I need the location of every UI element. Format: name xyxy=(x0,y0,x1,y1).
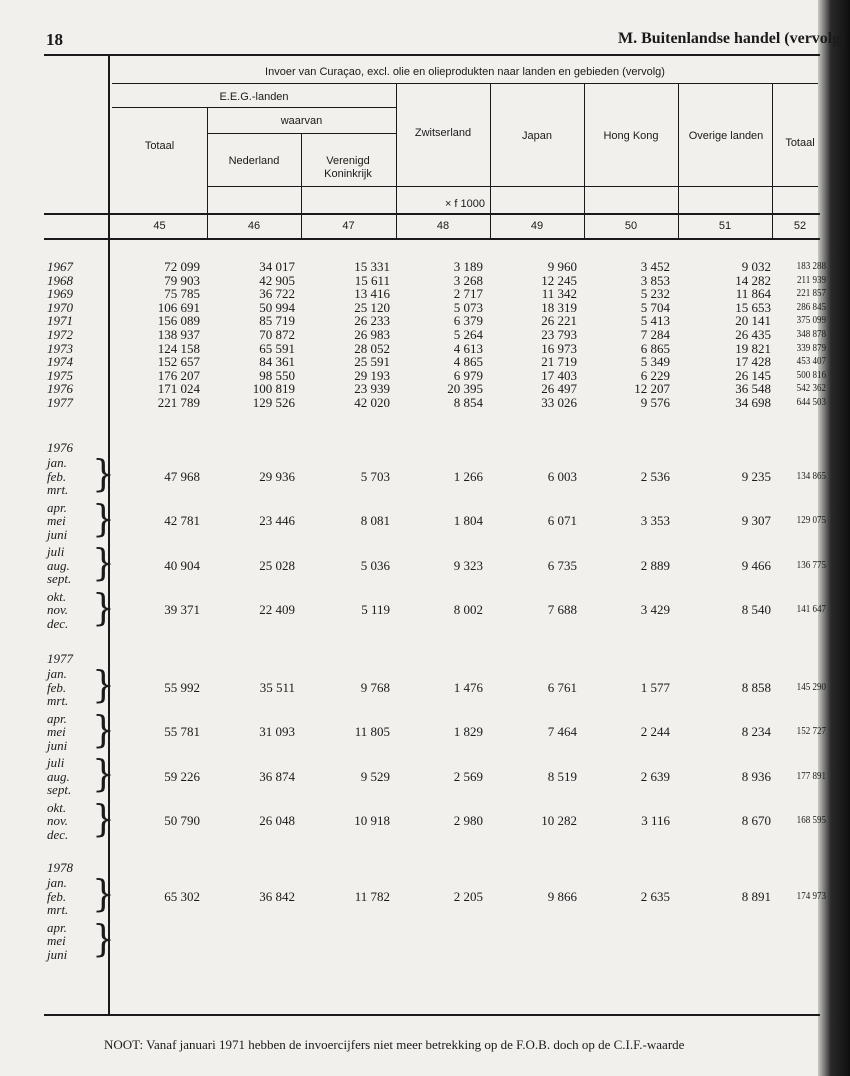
quarter-1976-1-col-45: 47 968 xyxy=(164,468,200,484)
page-number: 18 xyxy=(46,30,63,49)
page-edge-shadow xyxy=(818,0,850,1076)
quarter-1976-4-col-48: 8 002 xyxy=(453,602,483,617)
row-1977-col-45: 221 789 xyxy=(157,395,200,410)
row-1973-col-47: 28 052 xyxy=(354,340,390,356)
row-1977-col-47: 42 020 xyxy=(354,395,390,410)
quarter-1977-4-col-51: 8 670 xyxy=(741,813,771,828)
row-1975-col-46: 98 550 xyxy=(259,367,295,383)
row-1967-col-49: 9 960 xyxy=(547,259,577,274)
row-1975-col-48: 6 979 xyxy=(453,367,483,383)
quarter-1976-3-col-48: 9 323 xyxy=(453,557,483,573)
quarter-1977-2-col-45: 55 781 xyxy=(164,724,200,739)
row-1974-col-51: 17 428 xyxy=(735,354,771,370)
quarter-1977-1-col-47: 9 768 xyxy=(360,679,390,695)
row-1968-col-52: 211 939 xyxy=(797,273,826,286)
column-number-50: 50 xyxy=(624,220,638,232)
row-1969-col-45: 75 785 xyxy=(164,286,200,302)
row-1971-col-51: 20 141 xyxy=(735,313,771,329)
column-header-8: Totaal xyxy=(785,137,815,149)
row-1973-col-52: 339 879 xyxy=(796,341,826,354)
quarter-1978-1-col-47: 11 782 xyxy=(354,888,390,904)
quarter-1977-3-col-51: 8 936 xyxy=(741,768,771,784)
quarter-1977-1-col-46: 35 511 xyxy=(259,679,295,695)
row-1973-col-51: 19 821 xyxy=(735,340,771,356)
quarter-1976-1-col-48: 1 266 xyxy=(453,468,483,484)
year-label-1973: 1973 xyxy=(47,340,73,356)
quarter-1977-4-col-50: 3 116 xyxy=(641,813,670,828)
row-1969-col-48: 2 717 xyxy=(453,286,483,302)
quarter-1977-2-col-47: 11 805 xyxy=(354,724,390,739)
month-label: mei xyxy=(47,513,66,528)
quarter-1977-1-col-45: 55 992 xyxy=(164,679,200,695)
quarter-1976-4-col-50: 3 429 xyxy=(640,602,670,617)
row-1969-col-50: 5 232 xyxy=(640,286,670,302)
quarter-1977-2-col-48: 1 829 xyxy=(453,724,483,739)
quarter-brace: } xyxy=(92,797,115,841)
month-label: dec. xyxy=(47,615,69,631)
row-1971-col-47: 26 233 xyxy=(354,313,390,329)
col-divider-4 xyxy=(490,83,491,238)
column-number-52: 52 xyxy=(793,220,807,232)
row-1974-col-47: 25 591 xyxy=(354,354,390,370)
col-divider-5 xyxy=(584,83,585,238)
month-label: aug. xyxy=(47,768,70,784)
quarter-1977-3-col-48: 2 569 xyxy=(453,768,483,784)
quarter-1977-2-col-50: 2 244 xyxy=(640,724,670,739)
block-year-1977: 1977 xyxy=(47,651,73,666)
year-label-1976: 1976 xyxy=(47,381,73,397)
quarter-1976-4-col-47: 5 119 xyxy=(361,602,390,617)
quarter-1976-1-col-52: 134 865 xyxy=(796,469,826,482)
quarter-1977-1-col-51: 8 858 xyxy=(741,679,771,695)
row-1972-col-49: 23 793 xyxy=(541,327,577,342)
year-label-1971: 1971 xyxy=(47,313,73,329)
column-header-7: Overige landen xyxy=(688,130,764,142)
month-label: jan. xyxy=(47,875,67,890)
column-header-1: Totaal xyxy=(144,140,175,152)
quarter-1977-4-col-48: 2 980 xyxy=(453,813,483,828)
month-label: mrt. xyxy=(47,902,69,917)
quarter-1978-1-col-45: 65 302 xyxy=(164,888,200,904)
quarter-1976-3-col-45: 40 904 xyxy=(164,557,200,573)
quarter-1977-3-col-49: 8 519 xyxy=(547,768,577,784)
row-1971-col-45: 156 089 xyxy=(157,313,200,329)
quarter-1976-3-col-49: 6 735 xyxy=(547,557,577,573)
quarter-1978-1-col-52: 174 973 xyxy=(796,889,826,902)
row-1973-col-46: 65 591 xyxy=(259,340,295,356)
row-1968-col-50: 3 853 xyxy=(640,272,670,288)
quarter-1976-2-col-47: 8 081 xyxy=(360,513,390,528)
row-1976-col-49: 26 497 xyxy=(541,381,577,397)
row-1977-col-51: 34 698 xyxy=(735,395,771,410)
row-1969-col-47: 13 416 xyxy=(354,286,390,302)
row-1975-col-51: 26 145 xyxy=(735,367,771,383)
quarter-1976-1-col-51: 9 235 xyxy=(741,468,771,484)
quarter-1977-4-col-52: 168 595 xyxy=(796,814,826,826)
quarter-1977-3-col-50: 2 639 xyxy=(640,768,670,784)
quarter-1977-2-col-46: 31 093 xyxy=(259,724,295,739)
year-label-1974: 1974 xyxy=(47,354,73,370)
quarter-1976-2-col-50: 3 353 xyxy=(640,513,670,528)
row-1972-col-50: 7 284 xyxy=(640,327,670,342)
column-number-46: 46 xyxy=(247,220,261,232)
quarter-1977-2-col-52: 152 727 xyxy=(796,725,826,737)
row-1969-col-49: 11 342 xyxy=(541,286,577,302)
quarter-brace: } xyxy=(92,452,115,496)
row-1971-col-52: 375 099 xyxy=(796,314,826,327)
quarter-brace: } xyxy=(92,917,115,961)
header-rule-1 xyxy=(112,83,818,84)
quarter-1978-1-col-51: 8 891 xyxy=(741,888,771,904)
year-label-1968: 1968 xyxy=(47,272,73,288)
month-label: sept. xyxy=(47,571,72,586)
quarter-1976-4-col-49: 7 688 xyxy=(547,602,577,617)
unit-label: × f 1000 xyxy=(444,198,486,210)
quarter-1976-4-col-52: 141 647 xyxy=(796,603,826,615)
quarter-1976-2-col-48: 1 804 xyxy=(453,513,483,528)
quarter-brace: } xyxy=(92,497,115,541)
month-label: apr. xyxy=(47,499,67,515)
row-1974-col-45: 152 657 xyxy=(157,354,200,370)
col-divider-6 xyxy=(678,83,679,238)
colnum-rule-top xyxy=(44,213,820,215)
row-1976-col-51: 36 548 xyxy=(735,381,771,397)
quarter-1976-4-col-51: 8 540 xyxy=(741,602,771,617)
year-label-1975: 1975 xyxy=(47,367,73,383)
quarter-1976-2-col-46: 23 446 xyxy=(259,513,295,528)
quarter-1976-1-col-49: 6 003 xyxy=(547,468,577,484)
row-1973-col-49: 16 973 xyxy=(541,340,577,356)
row-1972-col-45: 138 937 xyxy=(157,327,200,342)
month-label: okt. xyxy=(47,799,67,815)
header-rule-2 xyxy=(112,107,396,108)
row-1970-col-52: 286 845 xyxy=(796,300,826,313)
column-header-4: Zwitserland xyxy=(414,127,472,139)
month-label: juli xyxy=(47,544,65,559)
row-1971-col-50: 5 413 xyxy=(640,313,670,329)
row-1977-col-48: 8 854 xyxy=(453,395,483,410)
quarter-1976-3-col-50: 2 889 xyxy=(640,557,670,573)
row-1970-col-45: 106 691 xyxy=(157,299,200,315)
quarter-1976-1-col-46: 29 936 xyxy=(259,468,295,484)
month-label: apr. xyxy=(47,919,67,935)
quarter-1977-3-col-52: 177 891 xyxy=(796,769,826,782)
row-1972-col-47: 26 983 xyxy=(354,327,390,342)
quarter-1977-3-col-45: 59 226 xyxy=(164,768,200,784)
month-label: juli xyxy=(47,755,65,770)
row-1967-col-47: 15 331 xyxy=(354,259,390,274)
quarter-1977-4-col-45: 50 790 xyxy=(164,813,200,828)
row-1968-col-47: 15 611 xyxy=(354,272,390,288)
row-1967-col-46: 34 017 xyxy=(259,259,295,274)
row-1972-col-51: 26 435 xyxy=(735,327,771,342)
quarter-1977-2-col-49: 7 464 xyxy=(547,724,577,739)
quarter-1976-3-col-46: 25 028 xyxy=(259,557,295,573)
month-label: mrt. xyxy=(47,482,69,497)
year-label-1972: 1972 xyxy=(47,327,73,342)
column-header-5: Japan xyxy=(522,130,552,142)
quarter-brace: } xyxy=(92,663,115,707)
row-1972-col-52: 348 878 xyxy=(796,328,826,340)
col-divider-3 xyxy=(396,83,397,238)
row-1970-col-51: 15 653 xyxy=(735,299,771,315)
month-label: nov. xyxy=(47,602,69,617)
quarter-1977-3-col-47: 9 529 xyxy=(360,768,390,784)
row-1973-col-48: 4 613 xyxy=(453,340,483,356)
quarter-1977-4-col-46: 26 048 xyxy=(259,813,295,828)
bottom-rule xyxy=(44,1014,820,1016)
row-1975-col-50: 6 229 xyxy=(640,367,670,383)
month-label: sept. xyxy=(47,782,72,797)
column-number-49: 49 xyxy=(530,220,544,232)
row-1977-col-46: 129 526 xyxy=(252,395,295,410)
top-rule xyxy=(44,54,820,56)
month-label: feb. xyxy=(47,679,67,695)
row-1974-col-52: 453 407 xyxy=(796,355,826,368)
row-1969-col-51: 11 864 xyxy=(735,286,771,302)
row-1971-col-46: 85 719 xyxy=(259,313,295,329)
column-number-45: 45 xyxy=(153,220,166,232)
row-1972-col-46: 70 872 xyxy=(259,327,295,342)
month-label: juni xyxy=(47,946,68,962)
row-1977-col-50: 9 576 xyxy=(640,395,670,410)
row-1976-col-47: 23 939 xyxy=(354,381,390,397)
row-1976-col-45: 171 024 xyxy=(157,381,200,397)
row-1970-col-50: 5 704 xyxy=(640,299,670,315)
quarter-brace: } xyxy=(92,586,115,630)
row-1968-col-48: 3 268 xyxy=(453,272,483,288)
block-year-1976: 1976 xyxy=(47,440,73,455)
row-1969-col-46: 36 722 xyxy=(259,286,295,302)
quarter-1977-1-col-52: 145 290 xyxy=(796,680,826,693)
row-1970-col-46: 50 994 xyxy=(259,299,295,315)
row-1970-col-49: 18 319 xyxy=(541,299,577,315)
quarter-1976-2-col-45: 42 781 xyxy=(164,513,200,528)
colnum-rule-bottom xyxy=(44,238,820,240)
row-1971-col-49: 26 221 xyxy=(541,313,577,329)
month-label: mei xyxy=(47,933,66,948)
quarter-brace: } xyxy=(92,872,115,916)
column-number-51: 51 xyxy=(718,220,732,232)
quarter-1976-3-col-51: 9 466 xyxy=(741,557,771,573)
quarter-1976-1-col-47: 5 703 xyxy=(360,468,390,484)
quarter-1977-1-col-48: 1 476 xyxy=(453,679,483,695)
month-label: feb. xyxy=(47,888,67,904)
row-1970-col-48: 5 073 xyxy=(453,299,483,315)
year-label-1970: 1970 xyxy=(47,299,73,315)
quarter-1977-2-col-51: 8 234 xyxy=(741,724,771,739)
row-1975-col-45: 176 207 xyxy=(157,367,200,383)
column-number-48: 48 xyxy=(436,220,450,232)
month-label: apr. xyxy=(47,710,67,726)
quarter-1977-3-col-46: 36 874 xyxy=(259,768,295,784)
row-1969-col-52: 221 857 xyxy=(796,287,826,300)
quarter-brace: } xyxy=(92,708,115,752)
month-label: feb. xyxy=(47,468,67,484)
row-1972-col-48: 5 264 xyxy=(453,327,483,342)
column-header-3: Verenigd Koninkrijk xyxy=(324,155,372,180)
column-header-2: Nederland xyxy=(228,155,280,167)
quarter-1977-1-col-50: 1 577 xyxy=(640,679,670,695)
quarter-1976-1-col-50: 2 536 xyxy=(640,468,670,484)
col-divider-7 xyxy=(772,83,773,238)
block-year-1978: 1978 xyxy=(47,860,73,875)
month-label: mei xyxy=(47,724,66,739)
row-1967-col-48: 3 189 xyxy=(453,259,483,274)
quarter-1978-1-col-50: 2 635 xyxy=(640,888,670,904)
row-1976-col-46: 100 819 xyxy=(252,381,295,397)
row-1976-col-52: 542 362 xyxy=(796,382,826,395)
quarter-1976-2-col-52: 129 075 xyxy=(796,514,826,526)
column-header-6: Hong Kong xyxy=(603,130,659,142)
row-1975-col-52: 500 816 xyxy=(796,368,826,381)
quarter-1978-1-col-46: 36 842 xyxy=(259,888,295,904)
row-1970-col-47: 25 120 xyxy=(354,299,390,315)
quarter-1976-3-col-47: 5 036 xyxy=(360,557,390,573)
row-1971-col-48: 6 379 xyxy=(453,313,483,329)
month-label: jan. xyxy=(47,455,67,470)
row-1975-col-47: 29 193 xyxy=(354,367,390,383)
row-1976-col-48: 20 395 xyxy=(447,381,483,397)
month-label: okt. xyxy=(47,588,67,604)
running-title: M. Buitenlandse handel (vervolg) xyxy=(618,30,846,47)
row-1975-col-49: 17 403 xyxy=(541,367,577,383)
quarter-1976-2-col-49: 6 071 xyxy=(547,513,577,528)
month-label: juni xyxy=(47,526,68,542)
row-1974-col-46: 84 361 xyxy=(259,354,295,370)
quarter-1977-4-col-47: 10 918 xyxy=(354,813,390,828)
row-1973-col-45: 124 158 xyxy=(157,340,200,356)
year-label-1967: 1967 xyxy=(47,259,73,274)
month-label: aug. xyxy=(47,557,70,573)
row-1968-col-46: 42 905 xyxy=(259,272,295,288)
quarter-1978-1-col-49: 9 866 xyxy=(547,888,577,904)
year-label-1969: 1969 xyxy=(47,286,73,302)
row-1968-col-51: 14 282 xyxy=(735,272,771,288)
row-1973-col-50: 6 865 xyxy=(640,340,670,356)
footnote: NOOT: Vanaf januari 1971 hebben de invoercijfers niet meer betrekking op de F.O.B. doch op de C.I.F.-waarde xyxy=(104,1037,685,1052)
row-1974-col-48: 4 865 xyxy=(453,354,483,370)
eeg-header: E.E.G.-landen xyxy=(219,91,289,103)
row-1974-col-49: 21 719 xyxy=(541,354,577,370)
month-label: jan. xyxy=(47,666,67,681)
month-label: nov. xyxy=(47,813,69,828)
month-label: mrt. xyxy=(47,693,69,708)
quarter-1978-1-col-48: 2 205 xyxy=(453,888,483,904)
quarter-1976-3-col-52: 136 775 xyxy=(796,558,826,571)
quarter-1977-1-col-49: 6 761 xyxy=(547,679,577,695)
quarter-1976-4-col-45: 39 371 xyxy=(164,602,200,617)
row-1967-col-51: 9 032 xyxy=(741,259,771,274)
quarter-1976-4-col-46: 22 409 xyxy=(259,602,295,617)
row-1967-col-50: 3 452 xyxy=(640,259,670,274)
month-label: juni xyxy=(47,737,68,753)
waarvan-header: waarvan xyxy=(280,115,323,127)
quarter-1976-2-col-51: 9 307 xyxy=(741,513,771,528)
quarter-1977-4-col-49: 10 282 xyxy=(541,813,577,828)
row-1974-col-50: 5 349 xyxy=(640,354,670,370)
col-divider-2 xyxy=(301,133,302,238)
row-1967-col-52: 183 288 xyxy=(796,260,826,272)
column-number-47: 47 xyxy=(342,220,355,232)
row-1967-col-45: 72 099 xyxy=(164,259,200,274)
row-1968-col-49: 12 245 xyxy=(541,272,577,288)
month-label: dec. xyxy=(47,826,69,842)
row-1977-col-49: 33 026 xyxy=(541,395,577,410)
quarter-brace: } xyxy=(92,541,115,585)
row-1968-col-45: 79 903 xyxy=(164,272,200,288)
row-1976-col-50: 12 207 xyxy=(634,381,670,397)
year-label-1977: 1977 xyxy=(47,395,73,410)
quarter-brace: } xyxy=(92,752,115,796)
main-header: Invoer van Curaçao, excl. olie en olieprodukten naar landen en gebieden (vervolg) xyxy=(265,66,665,78)
row-1977-col-52: 644 503 xyxy=(796,396,826,408)
header-rule-4 xyxy=(207,186,818,187)
